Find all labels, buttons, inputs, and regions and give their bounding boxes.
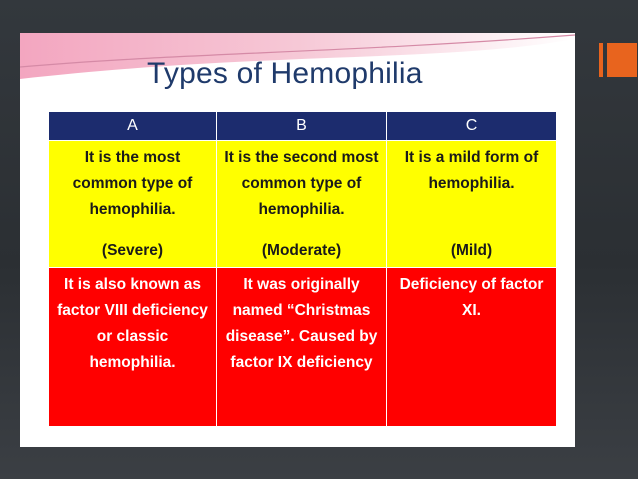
slide-picture bbox=[20, 33, 575, 447]
description-text: It is the second most common type of hemophilia. bbox=[224, 149, 379, 218]
cell-description-c bbox=[387, 141, 557, 268]
severity-label: (Mild) bbox=[450, 242, 493, 259]
hemophilia-table bbox=[48, 111, 557, 427]
cell-description-a bbox=[49, 141, 217, 268]
table-row-detail bbox=[49, 268, 557, 427]
description-text: It is the most common type of hemophilia. bbox=[72, 149, 193, 218]
cell-detail-c: Deficiency of factor XI. bbox=[387, 268, 557, 427]
cell-detail-b: It was originally named “Christmas disease”. Caused by factor IX deficiency bbox=[217, 268, 387, 427]
column-header-a: A bbox=[49, 112, 217, 141]
accent-bar-thick bbox=[607, 43, 637, 77]
cell-description-b bbox=[217, 141, 387, 268]
table-header-row bbox=[49, 112, 557, 141]
severity-label: (Severe) bbox=[101, 242, 164, 259]
column-header-c: C bbox=[387, 112, 557, 141]
severity-label: (Moderate) bbox=[261, 242, 342, 259]
description-text: It is a mild form of hemophilia. bbox=[404, 149, 539, 192]
table-row-description bbox=[49, 141, 557, 268]
accent-bar-thin bbox=[599, 43, 603, 77]
cell-detail-a: It is also known as factor VIII deficiency or classic hemophilia. bbox=[49, 268, 217, 427]
slide-accent-bars bbox=[599, 43, 637, 77]
page-title: Types of Hemophilia bbox=[147, 57, 423, 90]
column-header-b: B bbox=[217, 112, 387, 141]
